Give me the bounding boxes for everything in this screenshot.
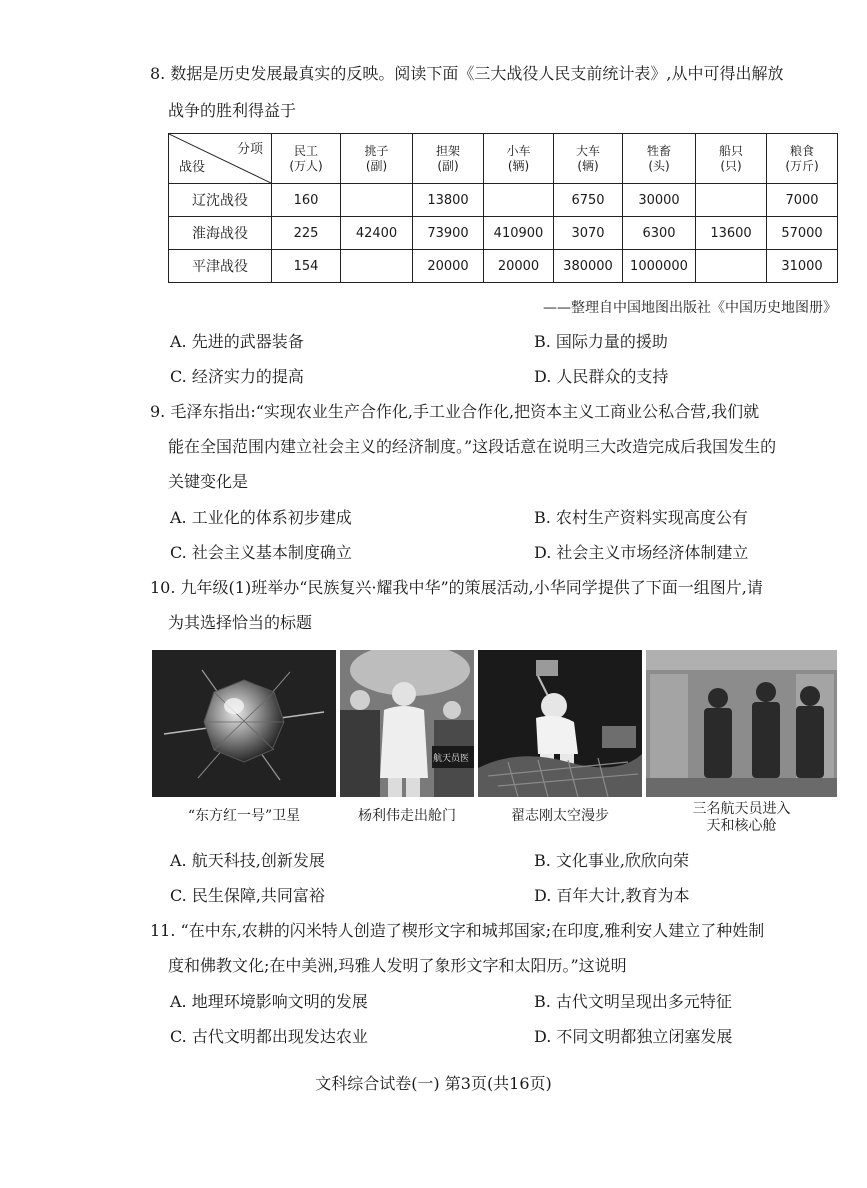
row-label: 辽沈战役 xyxy=(169,184,272,217)
q9-option-c[interactable]: C. 社会主义基本制度确立 xyxy=(170,543,352,562)
table-cell: 20000 xyxy=(413,250,484,283)
spacewalk-illustration xyxy=(478,650,642,797)
table-row xyxy=(169,250,838,283)
q11-option-a[interactable]: A. 地理环境影响文明的发展 xyxy=(170,992,368,1011)
table-cell: 13800 xyxy=(413,184,484,217)
q8-option-b[interactable]: B. 国际力量的援助 xyxy=(534,332,668,351)
col-header: 船只 (只) xyxy=(696,134,767,184)
photo-caption-tianhe-line2: 天和核心舱 xyxy=(706,818,777,834)
photo-caption-satellite: “东方红一号”卫星 xyxy=(187,808,301,824)
photo-sign-text: 航天员医 xyxy=(433,754,470,764)
page-footer: 文科综合试卷(一) 第3页(共16页) xyxy=(315,1074,552,1093)
corner-label-top: 分项 xyxy=(236,142,263,157)
yang-liwei-photo xyxy=(340,650,474,797)
table-cell: 57000 xyxy=(767,217,838,250)
table-row xyxy=(169,184,838,217)
col-header: 粮食 (万斤) xyxy=(767,134,838,184)
col-header: 民工 (万人) xyxy=(272,134,341,184)
q11-stem-line2: 度和佛教文化;在中美洲,玛雅人发明了象形文字和太阳历。”这说明 xyxy=(168,956,627,975)
q9-option-d[interactable]: D. 社会主义市场经济体制建立 xyxy=(534,543,749,562)
q10-option-c[interactable]: C. 民生保障,共同富裕 xyxy=(170,886,325,905)
table-source-note: ——整理自中国地图出版社《中国历史地图册》 xyxy=(543,300,837,316)
table-cell: 1000000 xyxy=(623,250,696,283)
table-cell: 20000 xyxy=(484,250,554,283)
table-cell: 42400 xyxy=(341,217,413,250)
q9-option-b[interactable]: B. 农村生产资料实现高度公有 xyxy=(534,508,748,527)
dongfanghong-satellite-photo xyxy=(152,650,336,797)
q10-stem-line1: 10. 九年级(1)班举办“民族复兴·耀我中华”的策展活动,小华同学提供了下面一组图片,请 xyxy=(150,578,763,597)
table-row xyxy=(169,217,838,250)
table-cell: 410900 xyxy=(484,217,554,250)
photo-caption-yang-liwei: 杨利伟走出舱门 xyxy=(358,808,456,824)
q9-stem-line3: 关键变化是 xyxy=(168,472,249,491)
q9-stem-line1: 9. 毛泽东指出:“实现农业生产合作化,手工业合作化,把资本主义工商业公私合营,我们就 xyxy=(150,402,760,421)
q10-option-a[interactable]: A. 航天科技,创新发展 xyxy=(170,851,325,870)
table-cell xyxy=(341,250,413,283)
q9-stem-line2: 能在全国范围内建立社会主义的经济制度。”这段话意在说明三大改造完成后我国发生的 xyxy=(168,437,777,456)
table-cell: 6750 xyxy=(554,184,623,217)
astronaut-exit-illustration xyxy=(340,650,474,797)
q8-option-c[interactable]: C. 经济实力的提高 xyxy=(170,367,304,386)
table-cell: 6300 xyxy=(623,217,696,250)
tianhe-module-illustration xyxy=(646,650,837,797)
photo-caption-spacewalk: 翟志刚太空漫步 xyxy=(511,808,609,824)
table-cell: 31000 xyxy=(767,250,838,283)
satellite-illustration xyxy=(152,650,336,797)
q11-option-c[interactable]: C. 古代文明都出现发达农业 xyxy=(170,1027,368,1046)
table-cell xyxy=(696,184,767,217)
support-statistics-table xyxy=(168,133,838,283)
q8-option-a[interactable]: A. 先进的武器装备 xyxy=(170,332,304,351)
zhai-zhigang-spacewalk-photo xyxy=(478,650,642,797)
col-header: 大车 (辆) xyxy=(554,134,623,184)
table-cell: 3070 xyxy=(554,217,623,250)
table-cell: 380000 xyxy=(554,250,623,283)
table-cell xyxy=(696,250,767,283)
q9-option-a[interactable]: A. 工业化的体系初步建成 xyxy=(170,508,352,527)
table-cell: 160 xyxy=(272,184,341,217)
col-header: 小车 (辆) xyxy=(484,134,554,184)
photo-caption-tianhe-line1: 三名航天员进入 xyxy=(692,801,791,817)
table-cell: 7000 xyxy=(767,184,838,217)
col-header: 担架 (副) xyxy=(413,134,484,184)
table-cell xyxy=(341,184,413,217)
table-cell: 225 xyxy=(272,217,341,250)
q8-stem-line1: 8. 数据是历史发展最真实的反映。阅读下面《三大战役人民支前统计表》,从中可得出解放 xyxy=(150,64,784,83)
tianhe-astronauts-photo xyxy=(646,650,837,797)
table-cell: 30000 xyxy=(623,184,696,217)
q11-option-b[interactable]: B. 古代文明呈现出多元特征 xyxy=(534,992,732,1011)
table-corner-cell xyxy=(169,134,272,184)
row-label: 淮海战役 xyxy=(169,217,272,250)
q10-option-d[interactable]: D. 百年大计,教育为本 xyxy=(534,886,690,905)
corner-label-bottom: 战役 xyxy=(179,160,206,175)
q11-option-d[interactable]: D. 不同文明都独立闭塞发展 xyxy=(534,1027,733,1046)
q10-option-b[interactable]: B. 文化事业,欣欣向荣 xyxy=(534,851,690,870)
table-cell xyxy=(484,184,554,217)
q8-stem-line2: 战争的胜利得益于 xyxy=(168,101,297,120)
row-label: 平津战役 xyxy=(169,250,272,283)
q10-stem-line2: 为其选择恰当的标题 xyxy=(168,613,313,632)
table-cell: 73900 xyxy=(413,217,484,250)
table-header-row xyxy=(169,134,838,184)
q11-stem-line1: 11. “在中东,农耕的闪米特人创造了楔形文字和城邦国家;在印度,雅利安人建立了种姓制 xyxy=(150,921,765,940)
table-cell: 154 xyxy=(272,250,341,283)
col-header: 挑子 (副) xyxy=(341,134,413,184)
table-cell: 13600 xyxy=(696,217,767,250)
col-header: 牲畜 (头) xyxy=(623,134,696,184)
q8-option-d[interactable]: D. 人民群众的支持 xyxy=(534,367,669,386)
